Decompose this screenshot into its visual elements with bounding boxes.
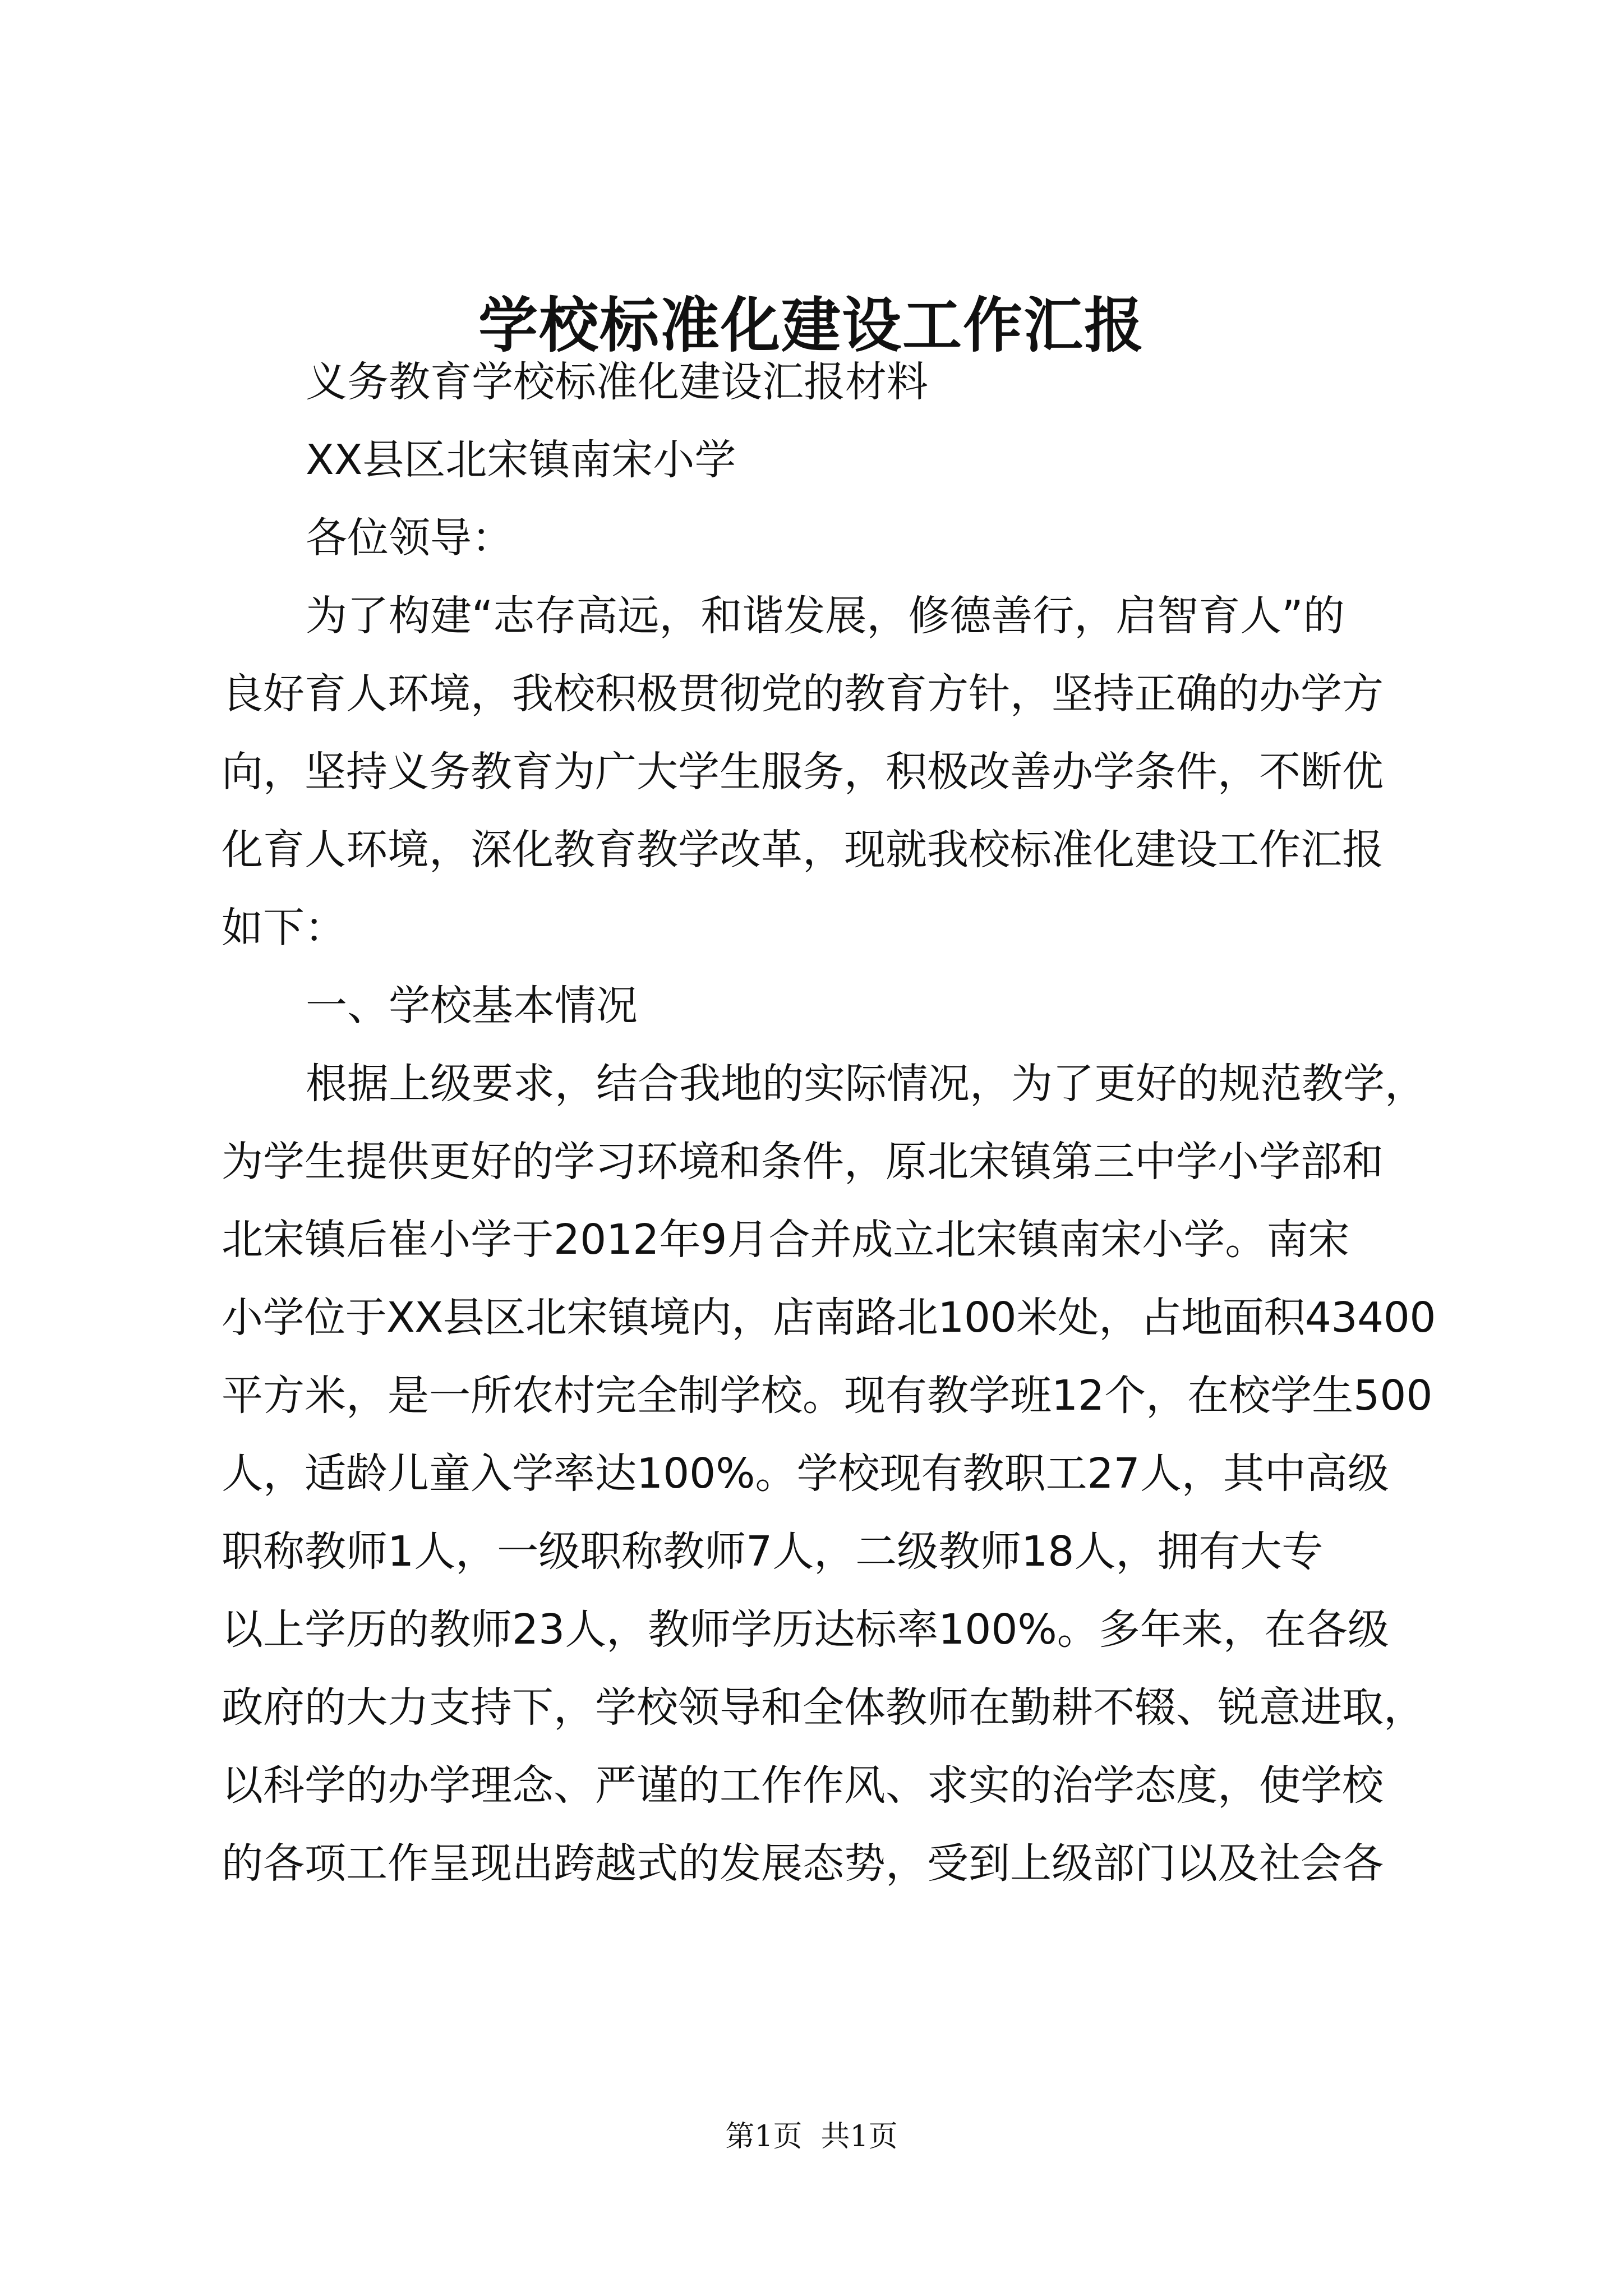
paragraph-line: 如下： <box>222 904 346 952</box>
page-footer <box>0 2117 1623 2156</box>
paragraph-line: 平方米，是一所农村完全制学校。现有教学班12个，在校学生500 <box>222 1372 1433 1420</box>
document-body <box>222 343 1436 1903</box>
paragraph-line: 北宋镇后崔小学于2012年9月合并成立北宋镇南宋小学。南宋 <box>222 1216 1350 1264</box>
page-total: 共1页 <box>820 2120 898 2154</box>
subtitle-line: 义务教育学校标准化建设汇报材料 <box>306 358 928 406</box>
paragraph-line: 的各项工作呈现出跨越式的发展态势，受到上级部门以及社会各 <box>222 1839 1384 1888</box>
paragraph-line: 以上学历的教师23人，教师学历达标率100%。多年来，在各级 <box>222 1605 1389 1654</box>
paragraph-line: 政府的大力支持下，学校领导和全体教师在勤耕不辍、锐意进取， <box>222 1683 1425 1732</box>
document-title: 学校标准化建设工作汇报 <box>478 290 1145 360</box>
school-name-line: XX县区北宋镇南宋小学 <box>306 436 736 484</box>
paragraph-line: 人，适龄儿童入学率达100%。学校现有教职工27人，其中高级 <box>222 1450 1389 1498</box>
paragraph-line: 为了构建“志存高远，和谐发展，修德善行，启智育人”的 <box>306 592 1345 640</box>
paragraph-line: 以科学的办学理念、严谨的工作作风、求实的治学态度，使学校 <box>222 1761 1384 1810</box>
paragraph-line: 职称教师1人，一级职称教师7人，二级教师18人，拥有大专 <box>222 1527 1324 1576</box>
salutation-line: 各位领导： <box>306 514 513 562</box>
paragraph-line: 为学生提供更好的学习环境和条件，原北宋镇第三中学小学部和 <box>222 1138 1384 1186</box>
paragraph-line: 化育人环境，深化教育教学改革，现就我校标准化建设工作汇报 <box>222 826 1384 874</box>
paragraph-line: 向，坚持义务教育为广大学生服务，积极改善办学条件，不断优 <box>222 748 1384 796</box>
paragraph-line: 良好育人环境，我校积极贯彻党的教育方针，坚持正确的办学方 <box>222 670 1384 718</box>
paragraph-line: 根据上级要求，结合我地的实际情况，为了更好的规范教学， <box>306 1060 1426 1108</box>
paragraph-line: 小学位于XX县区北宋镇境内，店南路北100米处，占地面积43400 <box>222 1294 1436 1342</box>
page-number: 第1页 <box>725 2120 803 2154</box>
section-heading: 一、学校基本情况 <box>306 982 638 1030</box>
